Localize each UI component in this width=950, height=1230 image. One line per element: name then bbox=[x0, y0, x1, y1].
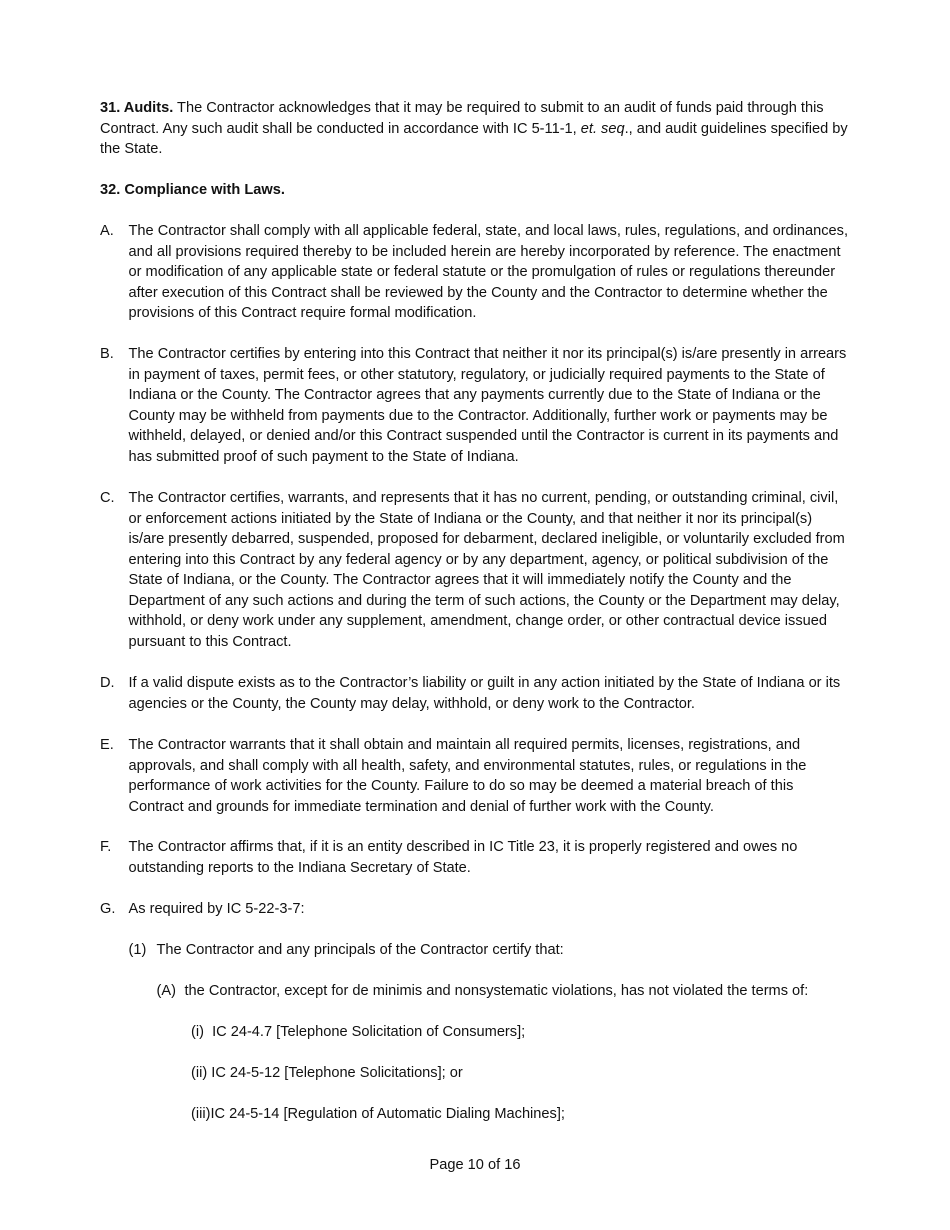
list-item-label: A. bbox=[100, 223, 114, 239]
sub-item-1 bbox=[129, 940, 849, 961]
list-item-e bbox=[100, 735, 850, 817]
sub-sub-item-iii: (iii)IC 24-5-14 [Regulation of Automatic Dialing Machines]; bbox=[191, 1106, 565, 1122]
list-item-text: The Contractor affirms that, if it is an entity described in IC Title 23, it is properly registered and owes no outstanding reports to the Indiana Secretary of State. bbox=[128, 839, 798, 876]
sub-item-label: (A) bbox=[156, 983, 176, 999]
list-item-text: The Contractor certifies by entering into this Contract that neither it nor its principal(s) is/are presently in arrears in payment of taxes, permit fees, or other statutory, regulatory, or judicially required payments to the State of Indiana or the County. The Contractor agrees that any payments currently due to the State of Indiana or the County may be withheld from payments due to the Contractor. Additionally, further work or payments may be withheld, delayed, or denied and/or this Contract suspended until the Contractor is current in its payments and has submitted proof of such payment to the State of Indiana. bbox=[128, 346, 847, 465]
page-number: Page 10 of 16 bbox=[429, 1157, 521, 1173]
list-item-b bbox=[100, 344, 850, 467]
sub-sub-item-i: (i) IC 24-4.7 [Telephone Solicitation of Consumers]; bbox=[191, 1024, 526, 1040]
sub-item-text: the Contractor, except for de minimis and nonsystematic violations, has not violated the terms of: bbox=[184, 983, 809, 999]
list-item-text: If a valid dispute exists as to the Contractor’s liability or guilt in any action initiated by the State of Indiana or its agencies or the County, the County may delay, withhold, or deny work to the Contractor. bbox=[128, 675, 841, 712]
list-item-label: C. bbox=[100, 490, 115, 506]
list-item-label: F. bbox=[100, 839, 112, 855]
list-item-d bbox=[100, 673, 850, 714]
list-item-label: D. bbox=[100, 675, 115, 691]
sub-sub-item-ii: (ii) IC 24-5-12 [Telephone Solicitations]; or bbox=[191, 1065, 463, 1081]
list-item-a bbox=[100, 221, 850, 324]
sub-item-label: (1) bbox=[128, 942, 147, 958]
section-31-paragraph bbox=[100, 98, 850, 160]
section-31-text-b: ., and audit guidelines specified by the State. bbox=[100, 120, 848, 157]
list-item-text: The Contractor shall comply with all applicable federal, state, and local laws, rules, regulations, and ordinances, and all provisions required thereby to be included herein are hereby incorporated by reference. The enactment or modification of any applicable state or federal statute or the promulgation of rules or regulations thereunder after execution of this Contract shall be reviewed by the County and the Contractor to determine whether the provisions of this Contract require formal modification. bbox=[128, 223, 849, 321]
section-31-text-a: The Contractor acknowledges that it may be required to submit to an audit of funds paid through this Contract. Any such audit shall be conducted in accordance with IC 5-11-1, bbox=[100, 100, 824, 137]
list-item-text: The Contractor certifies, warrants, and represents that it has no current, pending, or outstanding criminal, civil, or enforcement actions initiated by the State of Indiana or the County, and that neither it nor its principal(s) is/are presently debarred, suspended, proposed for debarment, declared ineligible, or voluntarily excluded from entering into this Contract by any federal agency or by any department, agency, or political subdivision of the State of Indiana, or the County. The Contractor agrees that it will immediately notify the County and the Department of any such actions and during the term of such actions, the County or the Department may delay, withhold, or deny work under any supplement, amendment, change order, or other contractual device issued pursuant to this Contract. bbox=[128, 490, 845, 650]
section-32-heading: 32. Compliance with Laws. bbox=[100, 182, 285, 198]
list-item-text: As required by IC 5-22-3-7: bbox=[128, 901, 305, 917]
list-item-text: The Contractor warrants that it shall obtain and maintain all required permits, licenses, registrations, and approvals, and shall comply with all health, safety, and environmental statutes, rules, or regulations in the performance of work activities for the County. Failure to do so may be deemed a material breach of this Contract and grounds for immediate termination and denial of further work with the County. bbox=[128, 737, 807, 815]
list-item-label: G. bbox=[100, 901, 116, 917]
section-31-heading: 31. Audits. bbox=[100, 100, 174, 116]
list-item-c bbox=[100, 488, 850, 652]
list-item-label: B. bbox=[100, 346, 114, 362]
section-31-italic: et. seq bbox=[580, 120, 625, 137]
sub-item-text: The Contractor and any principals of the Contractor certify that: bbox=[156, 942, 564, 958]
sub-item-a bbox=[157, 981, 857, 1002]
list-item-label: E. bbox=[100, 737, 114, 753]
list-item-f bbox=[100, 837, 850, 878]
list-item-g bbox=[100, 899, 850, 920]
